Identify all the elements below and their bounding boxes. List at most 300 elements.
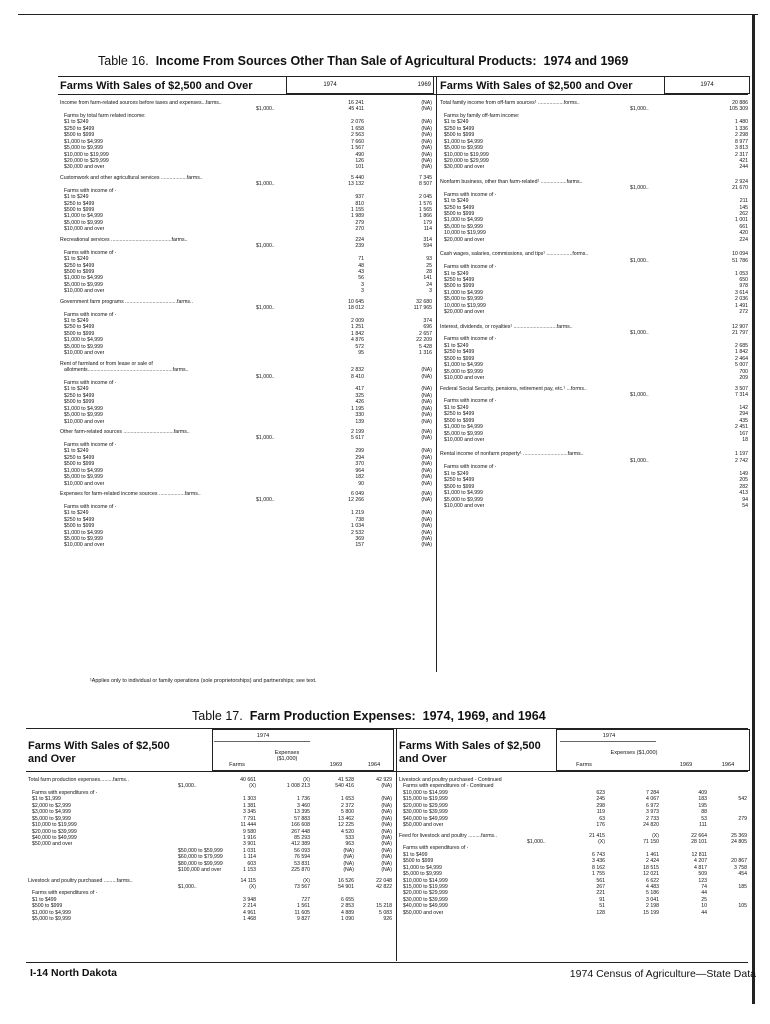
table17-left-col-1964: 1964 (367, 762, 381, 768)
row-value-e: 18 515 (643, 864, 659, 871)
footer-rule (26, 962, 748, 963)
table17-left-rows (28, 777, 394, 923)
row-label: Total family income from off-farm sources¹ ..................forms.. (440, 100, 580, 106)
table17-header-rule (26, 771, 748, 772)
row-label: $10,000 and over (64, 542, 105, 549)
row-label: $1,000.. (630, 330, 649, 336)
row-value-a: 3 (361, 288, 364, 295)
row-value-a: 8 977 (735, 138, 748, 145)
row-value-f: 623 (596, 789, 605, 796)
row-value-a: 4 889 (341, 909, 354, 916)
row-value-b: 696 (423, 324, 432, 331)
row-value-e: 3 041 (646, 896, 659, 903)
row-value-b: 279 (738, 815, 747, 822)
row-label: $500 to $999 (64, 268, 95, 275)
row-label: $250 to $499 (64, 125, 95, 132)
row-value-e: 2 198 (646, 903, 659, 910)
row-value-f: 128 (596, 909, 605, 916)
row-value-a: 10 (701, 903, 707, 910)
row-label: $1 to $249 (444, 198, 469, 205)
row-value-a: 937 (355, 194, 364, 201)
row-value-a: 2 742 (735, 457, 748, 464)
row-value-a: 13 132 (348, 181, 364, 188)
row-label: $60,000 to $79,999 (178, 854, 223, 861)
row-value-a: 279 (355, 219, 364, 226)
row-value-f: (X) (249, 884, 256, 890)
row-value-b: (NA) (421, 145, 432, 152)
row-value-a: 1 219 (351, 510, 364, 517)
row-value-a: 426 (355, 399, 364, 406)
row-value-a: 21 797 (732, 330, 748, 336)
row-value-a: 7 660 (351, 138, 364, 145)
row-value-a: 1 034 (351, 523, 364, 530)
row-value-a: 700 (739, 368, 748, 375)
row-label: $10,000 and over (64, 226, 105, 233)
row-value-b: (NA) (421, 399, 432, 406)
row-value-e: 56 093 (294, 847, 310, 854)
row-value-a: 1 567 (351, 145, 364, 152)
row-label: Income from farm-related sources before taxes and expenses...farms.. (60, 100, 222, 106)
row-value-a: 183 (698, 796, 707, 803)
row-value-b: 7 345 (419, 174, 432, 181)
row-value-e: 5 186 (646, 890, 659, 897)
row-label: $1,000 to $4,999 (444, 362, 483, 369)
row-label: $1,000 to $4,999 (64, 337, 103, 344)
table17-right-1974-underline (560, 741, 656, 742)
row-label: $1 to $249 (444, 342, 469, 349)
row-label: $1,000 to $4,999 (403, 864, 442, 871)
row-value-f: 119 (596, 809, 605, 816)
row-value-a: 239 (355, 243, 364, 250)
row-value-a: 1 989 (351, 213, 364, 220)
row-value-f: 1 153 (243, 867, 256, 874)
row-label: Farms with income of - (64, 379, 117, 386)
row-label: $10,000 and over (444, 502, 485, 509)
row-label: $1 to $499 (32, 896, 57, 903)
row-label: Livestock and poultry purchased - Continued (399, 777, 502, 783)
row-label: $1 to $249 (444, 470, 469, 477)
row-value-b: (NA) (421, 386, 432, 393)
row-label: $1,000 to $4,999 (444, 217, 483, 224)
row-value-b: 185 (738, 884, 747, 890)
row-label: $500 to $999 (444, 132, 475, 139)
row-value-b: 24 (426, 281, 432, 288)
row-value-b: (NA) (381, 809, 392, 816)
row-value-e: 2 424 (646, 858, 659, 865)
row-label: $10,000 and over (64, 418, 105, 425)
row-label: $1,000 to $4,999 (64, 275, 103, 282)
row-label: $10,000 and over (64, 480, 105, 487)
row-value-a: 294 (355, 454, 364, 461)
row-value-f: 8 162 (592, 864, 605, 871)
row-value-b: 141 (423, 275, 432, 282)
row-value-f: 51 (599, 903, 605, 910)
row-label: $1,000.. (178, 783, 197, 790)
row-value-a: 123 (698, 877, 707, 884)
row-value-e: 15 199 (643, 909, 659, 916)
row-value-b: 2 045 (419, 194, 432, 201)
table17-right-col-1969: 1969 (679, 762, 693, 768)
row-value-a: 1 053 (735, 270, 748, 277)
row-value-a: 2 372 (341, 802, 354, 809)
row-label: Farms with expenditures of - (32, 890, 98, 897)
row-label: $10,000 to $19,999 (64, 151, 109, 158)
row-value-b: 32 680 (416, 298, 432, 305)
row-label: Federal Social Security, pensions, retirement pay, etc.¹ ...forms.. (440, 385, 587, 392)
table16-right-rows (440, 100, 750, 509)
row-label: $5,000 to $9,999 (64, 536, 103, 542)
row-label: $10,000 and over (444, 437, 485, 443)
row-value-b: (NA) (421, 429, 432, 435)
row-label: $5,000 to $9,999 (444, 223, 483, 230)
row-value-b: (NA) (421, 448, 432, 455)
row-value-a: 2 076 (351, 119, 364, 126)
row-value-a: 209 (739, 375, 748, 382)
row-value-b: (NA) (421, 490, 432, 497)
row-value-b: (NA) (421, 516, 432, 523)
row-value-a: 413 (739, 490, 748, 497)
row-value-f: 3 436 (592, 858, 605, 865)
row-value-b: (NA) (421, 157, 432, 164)
row-value-b: (NA) (421, 132, 432, 139)
table17-right-1974: 1974 (602, 733, 616, 739)
row-label: $40,000 to $49,999 (32, 834, 77, 841)
row-label: $1,000.. (256, 106, 275, 113)
row-value-b: (NA) (381, 802, 392, 809)
table16-mid-divider (436, 76, 437, 672)
row-value-a: 540 416 (335, 783, 354, 790)
table-row (440, 164, 750, 170)
row-value-a: 3 (361, 281, 364, 288)
row-value-b: (NA) (381, 847, 392, 854)
row-value-a: 738 (355, 516, 364, 523)
row-value-a: 211 (739, 198, 748, 205)
row-value-a: 111 (699, 822, 707, 829)
row-label: $1 to $249 (444, 270, 469, 277)
row-value-a: 145 (739, 204, 748, 211)
row-value-b: (NA) (421, 536, 432, 542)
row-label: $10,000 and over (444, 375, 485, 382)
row-label: $250 to $499 (444, 204, 475, 211)
row-label: $500 to $999 (64, 461, 95, 468)
row-value-b: 926 (383, 916, 392, 923)
row-label: $1,000.. (630, 457, 649, 464)
row-value-a: 43 (358, 268, 364, 275)
row-label: $250 to $499 (64, 324, 95, 331)
row-value-f: 7 791 (243, 815, 256, 822)
row-value-a: 1 658 (351, 125, 364, 132)
row-value-f: 267 (596, 884, 605, 890)
row-value-a: 2 832 (351, 367, 364, 374)
row-value-b: 24 805 (731, 838, 747, 845)
row-value-a: 417 (355, 386, 364, 393)
row-value-e: 267 448 (291, 828, 310, 835)
row-value-b: (NA) (421, 529, 432, 536)
row-value-a: 294 (739, 411, 748, 418)
row-value-a: 2 298 (735, 132, 748, 139)
table16-title: Table 16. Income From Sources Other Than Sale of Agricultural Products: 1974 and 1969 (98, 54, 629, 68)
row-label: $20,000 to $39,999 (32, 828, 77, 835)
row-value-a: 369 (355, 536, 364, 542)
row-label: $1,000 to $4,999 (444, 424, 483, 431)
table-row (399, 910, 749, 916)
row-value-e: (X) (303, 777, 310, 783)
row-value-b: 42 822 (376, 884, 392, 890)
row-label: $40,000 to $49,999 (403, 903, 448, 910)
row-value-a: 8 410 (351, 373, 364, 380)
table-row (440, 503, 750, 509)
row-label: Farms with income of - (64, 311, 117, 318)
row-value-b: 5 428 (419, 343, 432, 350)
row-value-b: (NA) (381, 834, 392, 841)
row-value-b: (NA) (381, 796, 392, 803)
row-value-a: 2 451 (735, 424, 748, 431)
row-label: $20,000 to $29,999 (403, 890, 448, 897)
row-label: Farms with income of - (444, 264, 497, 271)
footer-page-label: I-14 North Dakota (30, 967, 117, 979)
row-label: Farms with income of - (64, 249, 117, 256)
row-value-b: 93 (426, 256, 432, 263)
row-value-f: 2 214 (243, 903, 256, 910)
row-value-a: 12 266 (348, 497, 364, 504)
row-value-b: 1 565 (419, 207, 432, 213)
row-label: $250 to $499 (444, 411, 475, 418)
row-label: $5,000 to $9,999 (64, 474, 103, 481)
table-row (60, 419, 434, 425)
row-label: $30,000 to $39,999 (403, 809, 448, 816)
row-value-a: 2 685 (735, 342, 748, 349)
row-value-b: 3 (429, 288, 432, 295)
row-value-e: 4 067 (646, 796, 659, 803)
row-label: $40,000 to $49,999 (403, 815, 448, 822)
row-value-a: 370 (355, 461, 364, 468)
row-value-a: 54 (742, 502, 748, 509)
row-value-b: (NA) (421, 405, 432, 412)
row-value-b: (NA) (421, 418, 432, 425)
row-value-e: 6 622 (646, 877, 659, 884)
row-value-a: 157 (355, 542, 364, 549)
row-value-a: 5 440 (351, 174, 364, 181)
row-label: $10,000 and over (64, 350, 105, 357)
table16-left-rows (60, 100, 434, 549)
row-label: $20,000 to $29,999 (64, 157, 109, 164)
row-label: $1 to $249 (64, 119, 89, 126)
row-label: Farms with income of - (64, 187, 117, 194)
row-value-b: 22 048 (376, 877, 392, 884)
row-label: $250 to $499 (64, 200, 95, 207)
row-value-a: (NA) (343, 854, 354, 861)
row-value-e: 85 293 (294, 834, 310, 841)
row-value-a: 5 800 (341, 809, 354, 816)
row-value-a: 74 (701, 884, 707, 890)
row-label: $1,000.. (527, 838, 546, 845)
row-label: $1,000 to $4,999 (444, 490, 483, 497)
row-value-a: 44 (701, 890, 707, 897)
row-value-f: 603 (247, 860, 256, 867)
table-row (60, 288, 434, 294)
row-label: $500 to $999 (64, 330, 95, 337)
table-row (440, 237, 750, 243)
row-label: $1,000 to $4,999 (64, 138, 103, 145)
row-label: Farms with expenditures of - (32, 789, 98, 796)
row-label: $1 to $249 (64, 318, 89, 324)
row-value-a: 244 (739, 164, 748, 171)
row-value-e: 1 461 (646, 851, 659, 858)
row-label: $50,000 to $59,999 (178, 847, 223, 854)
table17-right-col-farms: Farms (576, 762, 592, 768)
row-value-a: 421 (739, 157, 748, 164)
row-value-a: 44 (701, 909, 707, 916)
table-row (60, 350, 434, 356)
row-value-f: 14 115 (240, 877, 256, 884)
row-value-a: 95 (358, 350, 364, 357)
row-value-a: 4 876 (351, 337, 364, 344)
table-row (399, 822, 749, 828)
row-value-e: 12 021 (643, 871, 659, 878)
row-label: $5,000 to $9,999 (32, 815, 71, 822)
row-value-b: 117 965 (413, 305, 432, 312)
row-label: $1 to $499 (403, 851, 428, 858)
row-label: Interest, dividends, or royalties¹ ..............................farms.. (440, 323, 573, 330)
row-value-b: (NA) (421, 480, 432, 487)
row-value-f: 6 743 (592, 851, 605, 858)
row-value-b: 179 (423, 219, 432, 226)
row-value-b: (NA) (421, 367, 432, 374)
row-value-b: (NA) (421, 435, 432, 442)
row-label: $15,000 to $19,999 (403, 796, 448, 803)
row-label: $100,000 and over (178, 867, 222, 874)
row-value-f: 3 345 (243, 809, 256, 816)
row-value-e: 3 973 (646, 809, 659, 816)
row-label: $1 to $249 (64, 194, 89, 201)
table17-left-1974: 1974 (256, 733, 270, 739)
row-value-f: 40 661 (240, 777, 256, 783)
row-value-a: 18 (742, 437, 748, 443)
row-label: Livestock and poultry purchased .........farms.. (28, 877, 133, 884)
row-label: Farms with income of - (64, 441, 117, 448)
row-label: $1 to $249 (64, 448, 89, 455)
row-value-f: (X) (598, 838, 605, 845)
row-value-b: (NA) (421, 100, 432, 106)
row-value-a: 16 241 (348, 100, 364, 106)
row-label: $1,000.. (630, 185, 649, 192)
row-value-b: 374 (423, 318, 432, 324)
row-label: $250 to $499 (64, 392, 95, 399)
row-value-f: 1 916 (243, 834, 256, 841)
row-label: Rental income of nonfarm property¹ ...............................farms.. (440, 451, 584, 458)
row-value-b: (NA) (421, 392, 432, 399)
row-value-b: 28 (426, 268, 432, 275)
row-value-b: (NA) (421, 542, 432, 549)
row-value-e: 11 605 (294, 909, 310, 916)
row-label: $250 to $499 (444, 477, 475, 484)
row-value-e: 13 395 (294, 809, 310, 816)
row-label: $5,000 to $9,999 (64, 145, 103, 152)
row-label: $10,000 to $19,999 (444, 151, 489, 158)
row-value-b: 594 (423, 243, 432, 250)
row-value-a: 1 251 (351, 324, 364, 331)
row-label: $500 to $999 (64, 523, 95, 530)
row-label: Nonfarm business, other than farm-related¹ ..................farms.. (440, 178, 583, 185)
row-value-a: 139 (355, 418, 364, 425)
row-value-b: 20 867 (731, 858, 747, 865)
row-value-a: 45 411 (348, 106, 364, 113)
row-label: $500 to $999 (444, 355, 475, 362)
row-label: $5,000 to $9,999 (64, 343, 103, 350)
row-value-b: (NA) (421, 467, 432, 474)
row-value-a: 51 786 (732, 257, 748, 264)
row-value-a: 299 (355, 448, 364, 455)
row-label: $10,000 to $14,999 (403, 789, 448, 796)
row-label: $5,000 to $9,999 (444, 430, 483, 437)
table17-right-heading: Farms With Sales of $2,500 and Over (399, 740, 541, 765)
row-label: Total farm production expenses.........farms.. (28, 777, 129, 783)
row-value-a: 12 907 (732, 323, 748, 330)
row-label: $250 to $499 (444, 276, 475, 283)
row-value-a: 12 225 (338, 822, 354, 829)
row-label: $250 to $499 (64, 454, 95, 461)
row-value-a: 195 (698, 802, 707, 809)
row-value-a: 41 528 (338, 777, 354, 783)
row-value-e: 24 820 (643, 822, 659, 829)
row-value-a: 2 464 (735, 355, 748, 362)
table17-left-col-expenses: Expenses ($1,000) (274, 750, 300, 762)
row-value-a: 1 491 (735, 302, 748, 309)
row-value-e: 71 150 (643, 838, 659, 845)
row-value-e: 3 460 (297, 802, 310, 809)
table16-right-heading: Farms With Sales of $2,500 and Over (440, 80, 633, 92)
row-value-e: 53 831 (294, 860, 310, 867)
row-value-b: (NA) (421, 125, 432, 132)
row-label: $1,000 to $4,999 (444, 289, 483, 296)
row-value-f: 91 (599, 896, 605, 903)
row-value-f: 1 381 (243, 802, 256, 809)
row-label: Farms with income of - (444, 336, 497, 343)
row-value-b: (NA) (421, 138, 432, 145)
row-value-a: 650 (739, 276, 748, 283)
row-label: $15,000 to $19,999 (403, 884, 448, 890)
row-value-b: (NA) (421, 474, 432, 481)
row-value-a: 282 (739, 483, 748, 490)
row-label: Farms with expenditures of - Continued (403, 783, 494, 790)
row-value-e: 7 284 (646, 789, 659, 796)
row-value-a: 2 317 (735, 151, 748, 158)
row-value-f: 63 (599, 815, 605, 822)
row-label: $5,000 to $9,999 (64, 281, 103, 288)
table17-left-col-1969: 1969 (329, 762, 343, 768)
row-label: Farms with income of - (444, 464, 497, 471)
table17-right-rows (399, 777, 749, 916)
row-value-a: 490 (355, 151, 364, 158)
row-value-e: (X) (652, 832, 659, 839)
row-value-f: 1 468 (243, 916, 256, 923)
row-value-a: 509 (698, 871, 707, 878)
row-value-f: 221 (596, 890, 605, 897)
row-value-f: 1 114 (243, 854, 256, 861)
row-value-a: 105 309 (729, 106, 748, 113)
row-value-e: 1 561 (297, 903, 310, 910)
row-value-b: (NA) (421, 510, 432, 517)
row-value-a: 3 614 (735, 289, 748, 296)
row-value-b: 1 576 (419, 200, 432, 207)
row-label: $1,000 to $4,999 (64, 213, 103, 220)
row-value-a: 205 (739, 477, 748, 484)
row-value-a: 1 090 (341, 916, 354, 923)
row-value-a: 272 (739, 309, 748, 316)
row-value-b: (NA) (381, 841, 392, 848)
row-label: $1 to $249 (64, 510, 89, 517)
row-label: $500 to $999 (444, 483, 475, 490)
